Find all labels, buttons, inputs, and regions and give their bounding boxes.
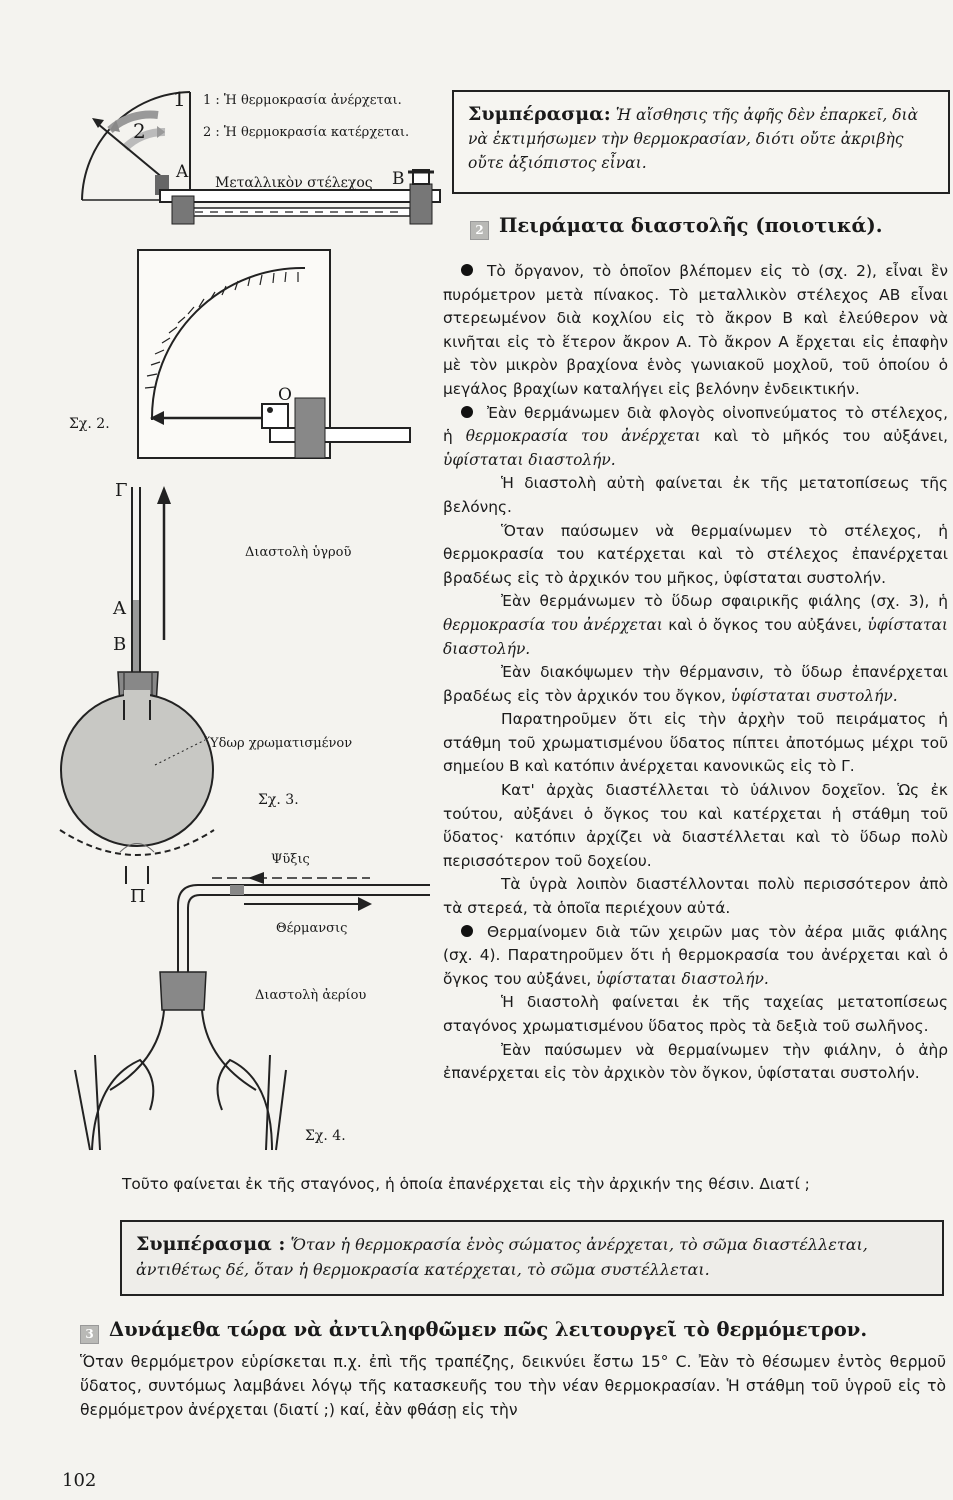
fig3-point-a: A xyxy=(113,598,126,619)
section-3-heading xyxy=(80,1318,920,1344)
paragraph-2: Ἐὰν θερμάνωμεν διὰ φλογὸς οἰνοπνεύματος τὸ στέλεχος, ἡ θερμοκρασία του ἀνέρχεται καὶ τὸ μῆκός του αὐξάνει, ὑφίσταται διαστολήν. xyxy=(443,403,948,469)
section-2-heading xyxy=(470,214,882,240)
fig3-caption: Σχ. 3. xyxy=(258,792,299,808)
section-3-number: 3 xyxy=(80,1325,99,1344)
fig3-burner: Π xyxy=(130,886,146,907)
paragraph-9: Τὰ ὑγρὰ λοιπὸν διαστέλλονται πολὺ περισσότερον ἀπὸ τὰ στερεά, τὰ ὁποῖα περιέχουν αὐτά. xyxy=(443,875,948,918)
fig1-label-1: 1 xyxy=(173,87,186,111)
fig1-legend-1: 1 : Ἡ θερμοκρασία ἀνέρχεται. xyxy=(203,93,402,108)
section-2-body xyxy=(443,260,948,1086)
paragraph-7: Παρατηροῦμεν ὅτι εἰς τὴν ἀρχὴν τοῦ πειράματος ἡ στάθμη τοῦ χρωματισμένου ὕδατος πίπτει ἀποτόμως μέχρι τοῦ σημείου Β καὶ κατόπιν ἀνέρχεται κανονικῶς εἰς τὸ Γ. xyxy=(443,710,948,776)
fig1-point-b: B xyxy=(392,169,405,189)
conclusion-box-1 xyxy=(452,90,950,194)
conclusion-1-title: Συμπέρασμα: xyxy=(468,103,611,125)
fig3-label-expansion: Διαστολὴ ὑγροῦ xyxy=(245,545,352,560)
fig3-point-g: Γ xyxy=(115,480,128,501)
fig1-pyrometer-sketch xyxy=(82,92,440,224)
conclusion-2-text: Ὅταν ἡ θερμοκρασία ἑνὸς σώματος ἀνέρχεται, τὸ σῶμα διαστέλλεται, ἀντιθέτως δέ, ὅταν ἡ θερμοκρασία κατέρχεται, τὸ σῶμα συστέλλεται. xyxy=(136,1235,868,1279)
paragraph-6: Ἐὰν διακόψωμεν τὴν θέρμανσιν, τὸ ὕδωρ ἐπανέρχεται βραδέως εἰς τὸν ἀρχικόν του ὄγκον, ὑφίσταται συστολήν. xyxy=(443,663,948,705)
paragraph-8: Κατ' ἀρχὰς διαστέλλεται τὸ ὑάλινον δοχεῖον. Ὡς ἐκ τούτου, αὐξάνει ὁ ὄγκος του καὶ κατέρχεται ἡ στάθμη τοῦ ὕδατος· κατόπιν ἀρχίζει νὰ διαστέλλεται καὶ τὸ ὕδωρ πολὺ περισσότερον τοῦ δοχείου. xyxy=(443,781,948,870)
paragraph-5: Ἐὰν θερμάνωμεν τὸ ὕδωρ σφαιρικῆς φιάλης (σχ. 3), ἡ θερμοκρασία του ἀνέρχεται καὶ ὁ ὄγκος του αὐξάνει, ὑφίσταται διαστολήν. xyxy=(443,592,948,658)
fig4-label-heat: Θέρμανσις xyxy=(276,921,348,936)
conclusion-1-text: Ἡ αἴσθησις τῆς ἀφῆς δὲν ἐπαρκεῖ, διὰ νὰ ἐκτιμήσωμεν τὴν θερμοκρασίαν, διότι οὔτε ἀκριβὴς οὔτε ἀξιόπιστος εἶναι. xyxy=(468,106,919,172)
fig4-caption: Σχ. 4. xyxy=(305,1128,346,1144)
conclusion-2-title: Συμπέρασμα : xyxy=(136,1233,286,1255)
page-number: 102 xyxy=(62,1470,97,1491)
fig3-label-water: Ὕδωρ χρωματισμένον xyxy=(205,736,353,751)
section-3-paragraph: Ὅταν θερμόμετρον εὑρίσκεται π.χ. ἐπὶ τῆς τραπέζης, δεικνύει ἔστω 15° C. Ἐὰν τὸ θέσωμεν ἐντὸς θερμοῦ ὕδατος, συντόμως λαμβάνει λόγῳ τῆς κατασκευῆς του τὴν νέαν θερμοκρασίαν. Ἡ στάθμη τοῦ ὑγροῦ εἰς τὸ θερμόμετρον ἀνέρχεται (διατί ;) καί, ἐὰν φθάσῃ εἰς τὴν xyxy=(80,1353,946,1419)
fig3-point-b: B xyxy=(113,634,127,655)
paragraph-4: Ὅταν παύσωμεν νὰ θερμαίνωμεν τὸ στέλεχος, ἡ θερμοκρασία του κατέρχεται καὶ τὸ στέλεχος ἐπανέρχεται βραδέως εἰς τὸ ἀρχικόν του μῆκος, ὑφίσταται συστολήν. xyxy=(443,521,948,587)
paragraph-12: Ἐὰν παύσωμεν νὰ θερμαίνωμεν τὴν φιάλην, ὁ ἀὴρ ἐπανέρχεται εἰς τὸν ἀρχικὸν τὸν ὄγκον, ὑφίσταται συστολήν. xyxy=(443,1040,948,1083)
fig1-legend-2: 2 : Ἡ θερμοκρασία κατέρχεται. xyxy=(203,125,410,140)
fig3-flask-apparatus xyxy=(60,486,214,884)
section-3-title: Δυνάμεθα τώρα νὰ ἀντιληφθῶμεν πῶς λειτουργεῖ τὸ θερμόμετρον. xyxy=(109,1318,868,1341)
fig2-pyrometer-dial xyxy=(138,250,410,458)
fig1-point-a: A xyxy=(176,162,189,182)
bullet-icon xyxy=(461,264,473,276)
section-2-number: 2 xyxy=(470,221,489,240)
fig4-label-cool: Ψῦξις xyxy=(271,852,310,867)
paragraph-13: Τοῦτο φαίνεται ἐκ τῆς σταγόνος, ἡ ὁποία ἐπανέρχεται εἰς τὴν ἀρχικήν της θέσιν. Διατί ; xyxy=(122,1175,810,1193)
bullet-icon xyxy=(461,406,473,418)
fig2-caption: Σχ. 2. xyxy=(69,416,110,432)
fig2-pivot: O xyxy=(278,385,292,405)
section-2-title: Πειράματα διαστολῆς (ποιοτικά). xyxy=(499,214,883,237)
conclusion-box-2 xyxy=(120,1220,944,1296)
section-3-body xyxy=(80,1350,946,1422)
figures-panel xyxy=(0,0,450,1200)
fig4-label-gas: Διαστολὴ ἀερίου xyxy=(255,988,367,1003)
paragraph-11: Ἡ διαστολὴ φαίνεται ἐκ τῆς ταχείας μετατοπίσεως σταγόνος χρωματισμένου ὕδατος πρὸς τὰ δεξιὰ τοῦ σωλῆνος. xyxy=(443,993,948,1035)
fig1-rod-label: Μεταλλικὸν στέλεχος xyxy=(215,175,373,191)
bullet-icon xyxy=(461,925,473,937)
paragraph-10: Θερμαίνομεν διὰ τῶν χειρῶν μας τὸν ἀέρα μιᾶς φιάλης (σχ. 4). Παρατηροῦμεν ὅτι ἡ θερμοκρασία του ἀνέρχεται καὶ ὁ ὄγκος του αὐξάνει, ὑφίσταται διαστολήν. xyxy=(443,922,948,988)
fig4-hands-flask xyxy=(75,872,430,1150)
paragraph-1: Τὸ ὄργανον, τὸ ὁποῖον βλέπομεν εἰς τὸ (σχ. 2), εἶναι ἓν πυρόμετρον μετὰ πίνακος. Τὸ μεταλλικὸν στέλεχος ΑΒ εἶναι στερεωμένον διὰ κοχλίου εἰς τὸ ἄκρον Β καὶ ἐλεύθερον νὰ κινῆται εἰς τὸ ἕτερον ἄκρον Α. Τὸ ἄκρον Α ἔρχεται εἰς ἐπαφὴν μὲ τὸν μικρὸν βραχίονα ἑνὸς γωνιακοῦ μοχλοῦ, τοῦ ὁποίου ὁ μεγάλος βραχίων καταλήγει εἰς βελόνην ἐνδεικτικήν. xyxy=(443,262,948,398)
fig1-label-2: 2 xyxy=(133,119,146,143)
paragraph-3: Ἡ διαστολὴ αὐτὴ φαίνεται ἐκ τῆς μετατοπίσεως τῆς βελόνης. xyxy=(443,474,948,516)
